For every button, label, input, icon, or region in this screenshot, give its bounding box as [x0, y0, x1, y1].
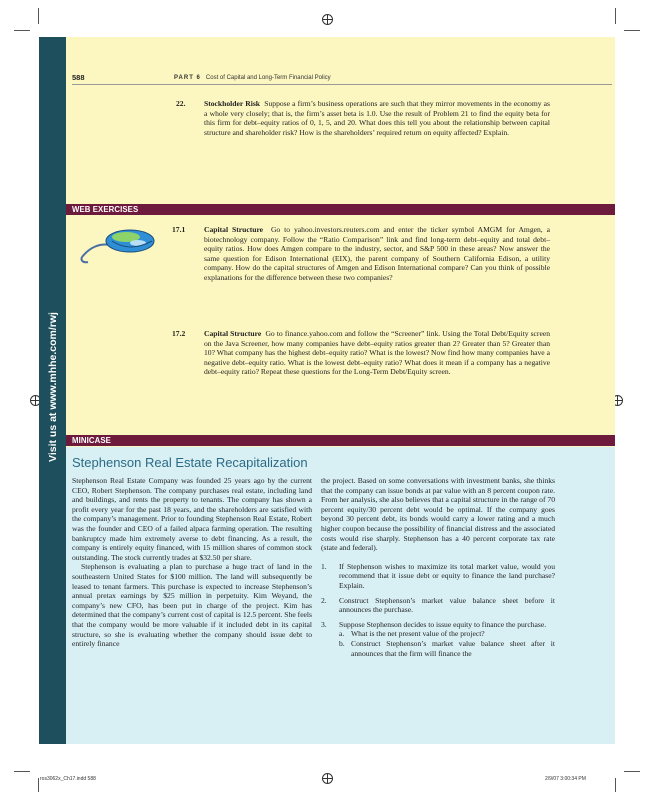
web-exercise-title: Capital Structure: [204, 225, 264, 234]
header-rule: [72, 84, 612, 85]
web-exercise-text: Go to yahoo.investors.reuters.com and enter the ticker symbol AMGM for Amgen, a biotechnology company. Follow the “Ratio Comparison” link and find long-term debt–equity and total debt–equity ratios. How does Amgen compare to the industry, sector, and S&P 500 in these areas? Now answer the same question for Edison International (EIX), the parent company of Southern California Edison, a utility company. How do the capital structures of Amgen and Edison International compare? Can you think of possible explanations for the difference between these two companies?: [204, 225, 550, 282]
footer-file: ros3062x_Ch17.indd 588: [40, 776, 96, 782]
minicase-right-column: [321, 476, 555, 658]
question-number: 1.: [321, 561, 327, 571]
web-exercise-text: Go to finance.yahoo.com and follow the “Screener” link. Using the Total Debt/Equity screen on the Java Screener, how many companies have debt–equity ratios greater than 2? Greater than 5? Greater than 10? What company has the highest debt–equity ratio? What is the lowest? Now find how many companies have a negative debt–equity ratio. What is the lowest debt–equity ratio? What does it mean if a company has a negative debt–equity ratio? Repeat these questions for the Long-Term Debt/Equity screen.: [204, 329, 550, 377]
question-item: [321, 596, 555, 615]
computer-mouse-icon: [76, 221, 160, 265]
web-exercise-number: 17.2: [172, 329, 186, 338]
problem-22-text: Suppose a firm’s business operations are such that they mirror movements in the economy as a whole very closely; that is, the firm’s asset beta is 1.0. Use the result of Problem 21 to find the equity beta for this firm for debt–equity ratios of 0, 1, 5, and 20. What does this tell you about the relationship between capital structure and shareholder risk? How is the shareholders’ required return on equity affected? Explain.: [204, 99, 550, 137]
page-number: 588: [72, 73, 85, 82]
registration-mark-icon: [322, 14, 333, 25]
crop-mark: [624, 771, 640, 772]
minicase-paragraph: the project. Based on some conversations with investment banks, she thinks that the company can issue bonds at par value with an 8 percent coupon rate. From her analysis, she also believes that a capital structure in the range of 70 percent equity/30 percent debt would be optimal. If the company goes beyond 30 percent debt, its bonds would carry a lower rating and a much higher coupon because the possibility of financial distress and the associated costs would rise sharply. Stephenson has a 40 percent corporate tax rate (state and federal).: [321, 476, 555, 553]
running-head: [174, 75, 331, 81]
crop-mark: [615, 778, 616, 792]
question-number: 2.: [321, 595, 327, 605]
crop-mark: [38, 778, 39, 792]
footer-date: 2/9/07 3:00:34 PM: [545, 776, 586, 782]
question-item: [321, 620, 555, 630]
subquestion-letter: a.: [339, 629, 345, 639]
subquestion-text: Construct Stephenson’s market value balance sheet after it announces that the firm will finance the: [351, 638, 555, 658]
question-number: 3.: [321, 619, 327, 629]
web-exercise-item: [204, 329, 550, 377]
question-text: Construct Stephenson’s market value balance sheet before it announces the purchase.: [339, 595, 555, 615]
crop-mark: [615, 8, 616, 24]
minicase-bar: [66, 435, 615, 446]
part-label: PART 6: [174, 75, 201, 81]
web-exercise-number: 17.1: [172, 225, 186, 234]
minicase-paragraph: Stephenson Real Estate Company was founded 25 years ago by the current CEO, Robert Stephenson. The company purchases real estate, including land and buildings, and rents the property to tenants. The company has shown a profit every year for the past 18 years, and the shareholders are satisfied with the company’s management. Prior to founding Stephenson Real Estate, Robert was the founder and CEO of a failed alpaca farming operation. The resulting bankruptcy made him extremely averse to debt financing. As a result, the company is entirely equity financed, with 15 million shares of common stock outstanding. The stock currently trades at $32.50 per share.: [72, 476, 312, 562]
crop-mark: [624, 30, 640, 31]
sidebar-url: Visit us at www.mhhe.com/rwj: [46, 312, 59, 462]
subquestion-item: [321, 639, 555, 658]
minicase-heading: MINICASE: [72, 436, 111, 445]
crop-mark: [38, 8, 39, 24]
web-exercise-title: Capital Structure: [204, 329, 262, 338]
page-header: [72, 73, 612, 83]
subquestion-letter: b.: [339, 638, 345, 648]
question-text: Suppose Stephenson decides to issue equity to finance the purchase.: [339, 619, 547, 629]
crop-mark: [14, 771, 30, 772]
problem-22-number: 22.: [176, 99, 186, 108]
problem-22-title: Stockholder Risk: [204, 99, 260, 108]
registration-mark-icon: [322, 773, 333, 784]
subquestion-text: What is the net present value of the project?: [351, 629, 485, 639]
problem-22: [204, 99, 550, 137]
minicase-left-column: [72, 476, 312, 649]
web-exercises-heading: WEB EXERCISES: [72, 205, 139, 214]
question-text: If Stephenson wishes to maximize its total market value, would you recommend that it issue debt or equity to finance the land purchase? Explain.: [339, 561, 555, 590]
minicase-paragraph: Stephenson is evaluating a plan to purchase a huge tract of land in the southeastern United States for $100 million. The land will subsequently be leased to tenant farmers. This purchase is expected to increase Stephenson’s annual pretax earnings by $25 million in perpetuity. Kim Weyand, the company’s new CFO, has been put in charge of the project. Kim has determined that the company’s current cost of capital is 12.5 percent. She feels that the company would be more valuable if it included debt in its capital structure, so she is evaluating whether the company should issue debt to entirely finance: [72, 562, 312, 649]
subquestion-item: [321, 629, 555, 639]
part-title: Cost of Capital and Long-Term Financial Policy: [205, 75, 331, 81]
question-item: [321, 562, 555, 591]
web-exercises-bar: [66, 204, 615, 215]
minicase-title: Stephenson Real Estate Recapitalization: [72, 455, 308, 470]
web-exercise-item: [204, 225, 550, 283]
crop-mark: [14, 30, 30, 31]
